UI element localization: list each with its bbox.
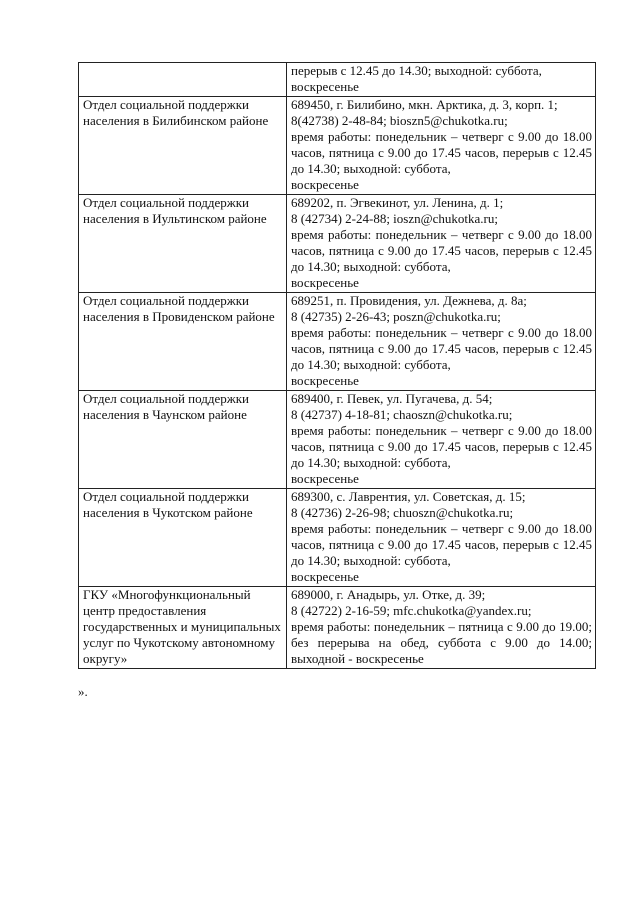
table-row: [79, 489, 596, 587]
schedule-text: время работы: понедельник – четверг с 9.00 до 18.00 часов, пятница с 9.00 до 17.45 часов, перерыв с 12.45 до 14.30; выходной: суббота,: [291, 325, 592, 372]
schedule-text: время работы: понедельник – пятница с 9.00 до 19.00; без перерыва на обед, суббота с 9.00 до 14.00; выходной - воскресенье: [291, 619, 592, 666]
contact-text: 8(42738) 2-48-84; bioszn5@chukotka.ru;: [291, 113, 508, 128]
office-name: Отдел социальной поддержки населения в Провиденском районе: [79, 293, 287, 391]
address-text: 689300, с. Лаврентия, ул. Советская, д. 15;: [291, 489, 526, 504]
closing-quote-mark: ».: [78, 684, 88, 699]
office-name: ГКУ «Многофункциональный центр предоставления государственных и муниципальных услуг по Чукотскому автономному округу»: [79, 587, 287, 669]
schedule-text: воскресенье: [291, 569, 359, 584]
office-name: Отдел социальной поддержки населения в Чаунском районе: [79, 391, 287, 489]
office-name: [79, 63, 287, 97]
contacts-table-body: [79, 63, 596, 669]
schedule-text: воскресенье: [291, 373, 359, 388]
office-details: [287, 63, 596, 97]
table-row: [79, 587, 596, 669]
contact-text: 8 (42722) 2-16-59; mfc.chukotka@yandex.ru;: [291, 603, 532, 618]
address-text: 689202, п. Эгвекинот, ул. Ленина, д. 1;: [291, 195, 504, 210]
address-text: 689000, г. Анадырь, ул. Отке, д. 39;: [291, 587, 486, 602]
address-text: 689251, п. Провидения, ул. Дежнева, д. 8а;: [291, 293, 527, 308]
address-text: 689400, г. Певек, ул. Пугачева, д. 54;: [291, 391, 493, 406]
office-details: [287, 97, 596, 195]
schedule-text: воскресенье: [291, 471, 359, 486]
contact-text: 8 (42737) 4-18-81; chaoszn@chukotka.ru;: [291, 407, 513, 422]
office-name: Отдел социальной поддержки населения в Чукотском районе: [79, 489, 287, 587]
office-details: [287, 587, 596, 669]
office-details: [287, 489, 596, 587]
office-details: [287, 391, 596, 489]
schedule-text: время работы: понедельник – четверг с 9.00 до 18.00 часов, пятница с 9.00 до 17.45 часов, перерыв с 12.45 до 14.30; выходной: суббота,: [291, 423, 592, 470]
address-text: 689450, г. Билибино, мкн. Арктика, д. 3, корп. 1;: [291, 97, 558, 112]
schedule-text: время работы: понедельник – четверг с 9.00 до 18.00 часов, пятница с 9.00 до 17.45 часов, перерыв с 12.45 до 14.30; выходной: суббота,: [291, 129, 592, 176]
schedule-text: воскресенье: [291, 79, 359, 94]
contact-text: 8 (42735) 2-26-43; poszn@chukotka.ru;: [291, 309, 501, 324]
table-row: [79, 97, 596, 195]
office-name: Отдел социальной поддержки населения в Иультинском районе: [79, 195, 287, 293]
schedule-text: время работы: понедельник – четверг с 9.00 до 18.00 часов, пятница с 9.00 до 17.45 часов, перерыв с 12.45 до 14.30; выходной: суббота,: [291, 227, 592, 274]
office-details: [287, 293, 596, 391]
office-details: [287, 195, 596, 293]
office-name: Отдел социальной поддержки населения в Билибинском районе: [79, 97, 287, 195]
table-row: [79, 293, 596, 391]
contact-text: 8 (42736) 2-26-98; chuoszn@chukotka.ru;: [291, 505, 514, 520]
contact-text: 8 (42734) 2-24-88; ioszn@chukotka.ru;: [291, 211, 498, 226]
schedule-text: время работы: понедельник – четверг с 9.00 до 18.00 часов, пятница с 9.00 до 17.45 часов, перерыв с 12.45 до 14.30; выходной: суббота,: [291, 521, 592, 568]
table-row: [79, 391, 596, 489]
schedule-text: воскресенье: [291, 177, 359, 192]
contacts-table: [78, 62, 596, 669]
table-row: [79, 195, 596, 293]
table-row: [79, 63, 596, 97]
schedule-text: воскресенье: [291, 275, 359, 290]
schedule-text: перерыв с 12.45 до 14.30; выходной: суббота,: [291, 63, 542, 78]
